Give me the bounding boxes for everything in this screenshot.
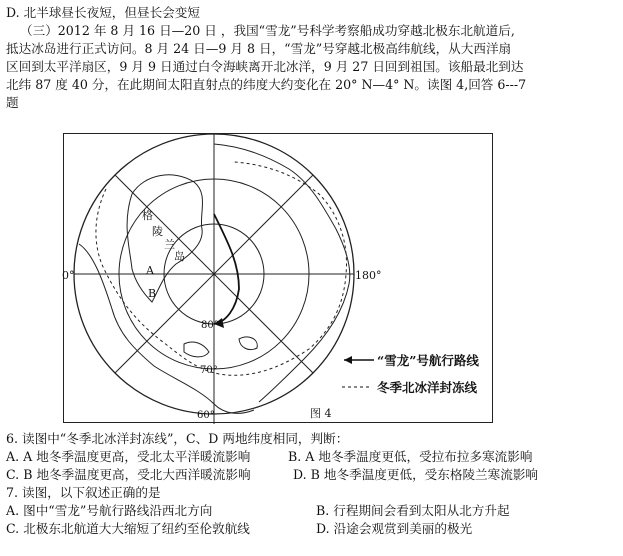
q7-option-b: B. 行程期间会看到太阳从北方升起 — [316, 503, 510, 518]
passage-line-2: 抵达冰岛进行正式访问。8 月 24 日—9 月 8 日，“雪龙”号穿越北极高纬航线，从大西洋扇 — [6, 41, 512, 56]
legend-ice-label: 冬季北冰洋封冻线 — [377, 380, 478, 395]
legend-route-label: “雪龙”号航行路线 — [377, 353, 479, 368]
label-greenland-2: 陵 — [152, 225, 163, 238]
label-80deg: 80° — [201, 320, 219, 331]
label-greenland-1: 格 — [142, 209, 153, 222]
label-greenland-4: 岛 — [174, 250, 185, 263]
passage-line-5: 题 — [6, 95, 19, 110]
label-180deg: 180° — [355, 269, 382, 282]
xuelong-route — [214, 214, 239, 324]
label-greenland-3: 兰 — [164, 238, 175, 251]
legend-route-arrow — [344, 356, 352, 364]
q6-option-d: D. B 地冬季温度更低，受东格陵兰寒流影响 — [293, 467, 539, 482]
arctic-islands — [184, 337, 257, 357]
passage-line-1: （三）2012 年 8 月 16 日—20 日 ，我国“雪龙”号科学考察船成功穿越北极东北航道后, — [20, 23, 515, 38]
q7-stem: 7. 读图，以下叙述正确的是 — [6, 485, 161, 500]
label-0deg: 0° — [62, 269, 75, 282]
north-america-coast — [79, 244, 254, 413]
label-60deg: 60° — [197, 410, 215, 421]
figure-4-map — [63, 133, 493, 423]
q6-stem: 6. 读图中“冬季北冰洋封冻线”，C、D 两地纬度相同，判断： — [6, 431, 349, 446]
q6-option-c: C. B 地冬季温度更高，受北大西洋暖流影响 — [6, 467, 251, 482]
passage-line-4: 北纬 87 度 40 分，在此期间太阳直射点的纬度大约变化在 20° N—4° N。读图 4,回答 6---7 — [6, 77, 527, 92]
q6-option-a: A. A 地冬季温度更高，受北太平洋暖流影响 — [6, 449, 251, 464]
q6-option-b: B. A 地冬季温度更低，受拉布拉多寒流影响 — [288, 449, 533, 464]
q7-option-d: D. 沿途会观赏到美丽的极光 — [316, 521, 473, 536]
q7-option-a: A. 图中“雪龙”号航行路线沿西北方向 — [6, 503, 213, 518]
polar-map-svg — [64, 134, 494, 424]
label-70deg: 70° — [200, 365, 218, 376]
label-a: A — [146, 264, 154, 277]
q7-option-c: C. 北极东北航道大大缩短了纽约至伦敦航线 — [6, 521, 250, 536]
option-d-line: D. 北半球昼长夜短，但昼长会变短 — [6, 5, 200, 20]
label-b: B — [148, 287, 157, 300]
eurasia-coast — [214, 144, 350, 402]
figure-caption: 图 4 — [310, 407, 332, 420]
passage-line-3: 区回到太平洋扇区，9 月 9 日通过白令海峡离开北冰洋，9 月 27 日回到祖国。该船最北到达 — [6, 59, 524, 74]
